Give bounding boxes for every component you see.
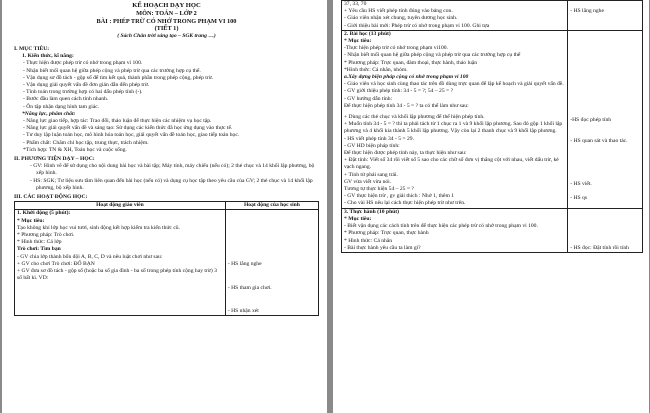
student-line: - HS lắng nghe: [227, 261, 262, 268]
teacher-cell: [15, 210, 226, 316]
target-label: * Mục tiêu:: [17, 217, 45, 224]
teacher-line: 37, 33, 70: [344, 1, 367, 7]
competence-item: - Phẩm chất: Chăm chỉ học tập, trung thực, trách nhiệm.: [23, 139, 149, 146]
teacher-line: - GV HD biện pháp tính:: [344, 142, 400, 149]
knowledge-item: - Thực hiện được phép trừ có nhớ trong phạm vi 100.: [23, 60, 143, 67]
subheading: a.Xây dựng biện pháp cộng có nhớ trong phạm vi 100: [344, 74, 469, 81]
activity-table-continued: [341, 0, 643, 253]
knowledge-item: - Vận dụng sơ đồ tách - gộp số để tìm kết quả, thành phần trong phép cộng, phép trừ.: [23, 74, 214, 81]
knowledge-title: 1. Kiến thức, kĩ năng:: [22, 53, 74, 60]
teacher-line: - Giáo viên nhận xét chung, tuyên dương học sinh.: [344, 15, 458, 22]
student-line: - HS lắng nghe: [570, 8, 604, 14]
teacher-cell: [342, 30, 568, 208]
teacher-line: * Hình thức: Cá nhân: [344, 237, 393, 244]
target-text: Tạo không khí lớp học vui tươi, sinh động kết hợp kiểm tra kiến thức cũ.: [17, 224, 180, 231]
col-header-teacher: Hoạt động giáo viên: [15, 202, 226, 210]
sec3-title: III. CÁC HOẠT ĐỘNG HỌC:: [14, 194, 88, 201]
competence-title: *Năng lực, phẩm chất:: [22, 110, 76, 117]
teacher-line: * Phương pháp: Trực quan, đàm thoại, thực hành, thảo luận: [344, 59, 478, 66]
materials-student: - HS: SGK; Tư liệu sưu tầm liên quan đến bài học (nếu có) và dụng cụ học tập theo yêu cầu của GV; 2 thẻ chục và 14 khối lập phương, bộ xếp hình.: [30, 177, 313, 191]
teacher-line: + Muốn tính 34 - 5 = ? thì ta phải tách từ 1 chục ra 1 và 9 khối lập phương. Sau đó gộp 1 khối lập phương và 4 khối kia thành 5 khối lập phương. Vậy còn lại 2 thanh chục và 9 khối lập phương.: [344, 121, 563, 135]
teacher-line: - Giới thiệu bài mới: Phép trừ có nhớ trong phạm vi 100. Ghi tựa: [344, 22, 490, 29]
teacher-line: + Đặt tính: Viết số 34 rồi viết số 5 sao cho các chữ số đơn vị thẳng cột với nhau, viết dấu trừ, kẻ vạch ngang.: [344, 157, 559, 171]
activity-table: [14, 201, 319, 316]
student-cell: [568, 1, 643, 31]
page-left: [2, 0, 327, 413]
teacher-line: Để thực hiện được phép tính này, ta thực hiện như sau:: [344, 150, 467, 157]
doc-book: ( Sách Chân trời sáng tạo – SGK trang …): [117, 32, 216, 39]
teacher-line: - Nhận biết mối quan hệ giữa phép cộng và phép trừ qua các trường hợp cụ thể: [344, 52, 521, 59]
student-line: - HS qs: [570, 195, 588, 202]
teacher-cell: [342, 1, 568, 31]
target-label: * Mục tiêu:: [344, 38, 372, 45]
act3-title: 3. Thực hành (10 phút): [344, 208, 400, 215]
doc-lesson: BÀI : PHÉP TRỪ CÓ NHỚ TRONG PHẠM VI 100: [96, 17, 237, 25]
competence-item: - Tư duy lập luận toán học, mô hình hóa toán học, giải quyết vấn đề toán học, giao tiếp toán học.: [23, 132, 240, 139]
student-line: - HS viết.: [570, 181, 592, 188]
teacher-line: *Hình thức: Cá nhân, nhóm.: [344, 66, 408, 73]
knowledge-item: - Tính toán trong trường hợp có hai dấu phép tính (-).: [23, 89, 143, 96]
teacher-line: - Giáo viên và học sinh cùng thao tác trên đồ dùng trực quan để lập kế hoạch và giải quyết vấn đề.: [344, 81, 564, 88]
student-line: - HS nhận xét: [227, 307, 259, 314]
teacher-line: GV vừa viết vừa nói.: [344, 178, 392, 185]
knowledge-item: - Nhận biết mối quan hệ giữa phép cộng và phép trừ qua các trường hợp cụ thể.: [23, 67, 201, 74]
page-right: [333, 0, 649, 413]
competence-item: - Năng lực giải quyết vấn đề và sáng tạo: Sử dụng các kiến thức đã học ứng dụng vào thực tế.: [23, 125, 233, 132]
teacher-line: - Cho vài HS nêu lại cách thực hiện phép trừ như trên.: [344, 200, 466, 207]
teacher-line: - Bài thực hành yêu cầu ta làm gì?: [344, 244, 421, 251]
student-line: - HS đọc: Đặt tính rồi tính: [570, 244, 629, 251]
teacher-line: - GV thực hiện trừ , gv giải thích : Nhớ 1, thêm 1: [344, 193, 455, 200]
integration-note: *Tích hợp: TN & XH, Toán học và cuộc sống.: [23, 146, 127, 153]
student-line: - HS quan sát và thao tác.: [570, 138, 628, 145]
doc-title: KẾ HOẠCH DẠY HỌC: [132, 2, 201, 9]
sec1-title: I. MỤC TIÊU:: [14, 45, 50, 52]
teacher-line: * Phương pháp: Trực quan, thực hành: [344, 230, 429, 237]
teacher-line: + Tính từ phải sang trái.: [344, 171, 398, 178]
form-text: * Hình thức: Cá lớp: [17, 239, 62, 246]
teacher-line: - GV hướng dẫn tính:: [344, 95, 393, 102]
knowledge-item: - Bước đầu làm quen cách tính nhanh.: [23, 96, 109, 103]
student-cell: [225, 210, 318, 316]
teacher-line: - Biết vận dụng các cách tính trên để thực hiện các phép trừ có nhớ trong phạm vi 100.: [344, 223, 538, 230]
student-line: - HS tham gia chơi.: [227, 284, 272, 291]
competence-item: - Năng lực giao tiếp, hợp tác: Trao đổi, thảo luận để thực hiện các nhiệm vụ học tập.: [23, 118, 212, 125]
target-label: * Mục tiêu:: [344, 215, 372, 222]
teacher-line: - GV giới thiệu phép tính: 34 - 5 = ?; 54 – 25 = ?: [344, 88, 454, 95]
teacher-line: - GV chia lớp thành bốn đội A, B, C, D và nêu luật chơi như sau:: [17, 253, 163, 260]
teacher-line: -Thực hiện phép trừ có nhớ trong phạm vi100.: [344, 45, 448, 52]
doc-subject: MÔN: TOÁN – LỚP 2: [136, 10, 197, 17]
teacher-line: + Yêu cầu HS viết phép tính đúng vào bảng con.: [344, 8, 453, 15]
knowledge-item: - Vận dụng giải quyết vấn đề đơn giản dẫn đến phép trừ.: [23, 82, 150, 88]
act1-title: 1. Khởi động (5 phút):: [17, 210, 71, 217]
doc-period: (TIẾT 1): [154, 25, 179, 33]
teacher-line: Để thực hiện phép tính 34 - 5 = ? ta có thể làm như sau:: [344, 102, 469, 109]
teacher-line: Tương tự thực hiện 54 – 25 = ?: [344, 186, 414, 193]
teacher-line: + GV cho chơi Trò chơi: ĐỐ BẠN: [17, 260, 95, 267]
teacher-line: - HS viết phép tính 34 - 5 = 29.: [344, 135, 414, 142]
student-cell: [568, 208, 643, 252]
act2-title: 2. Bài học (13 phút): [344, 30, 391, 37]
student-cell: [568, 30, 643, 208]
sec2-title: II. PHƯƠNG TIỆN DẠY – HỌC:: [14, 156, 95, 163]
knowledge-item: - Ôn tập nhận dạng hình tam giác.: [23, 103, 100, 110]
materials-teacher: - GV: Hình vẽ để sử dụng cho nội dung bài học và bài tập; Máy tính, máy chiếu (nếu có); 2 thẻ chục và 14 khối lập phương, bộ xếp hình.: [30, 163, 315, 177]
student-line: -HS đọc phép tính: [570, 116, 612, 123]
method-text: * Phương pháp: Trò chơi.: [17, 232, 75, 239]
teacher-line: + Dùng các thẻ chục và khối lập phương để thể hiện phép tính.: [344, 114, 485, 121]
teacher-cell: [342, 208, 568, 252]
col-header-student: Hoạt động của học sinh: [225, 202, 318, 210]
game-text: Trò chơi: Tìm bạn: [17, 246, 61, 253]
teacher-line: + GV đưa sơ đồ tách - gộp số (hoặc ba số gia đình - ba số trong phép tính cộng hay trừ) 3 số bất kì. VD:: [17, 268, 217, 282]
